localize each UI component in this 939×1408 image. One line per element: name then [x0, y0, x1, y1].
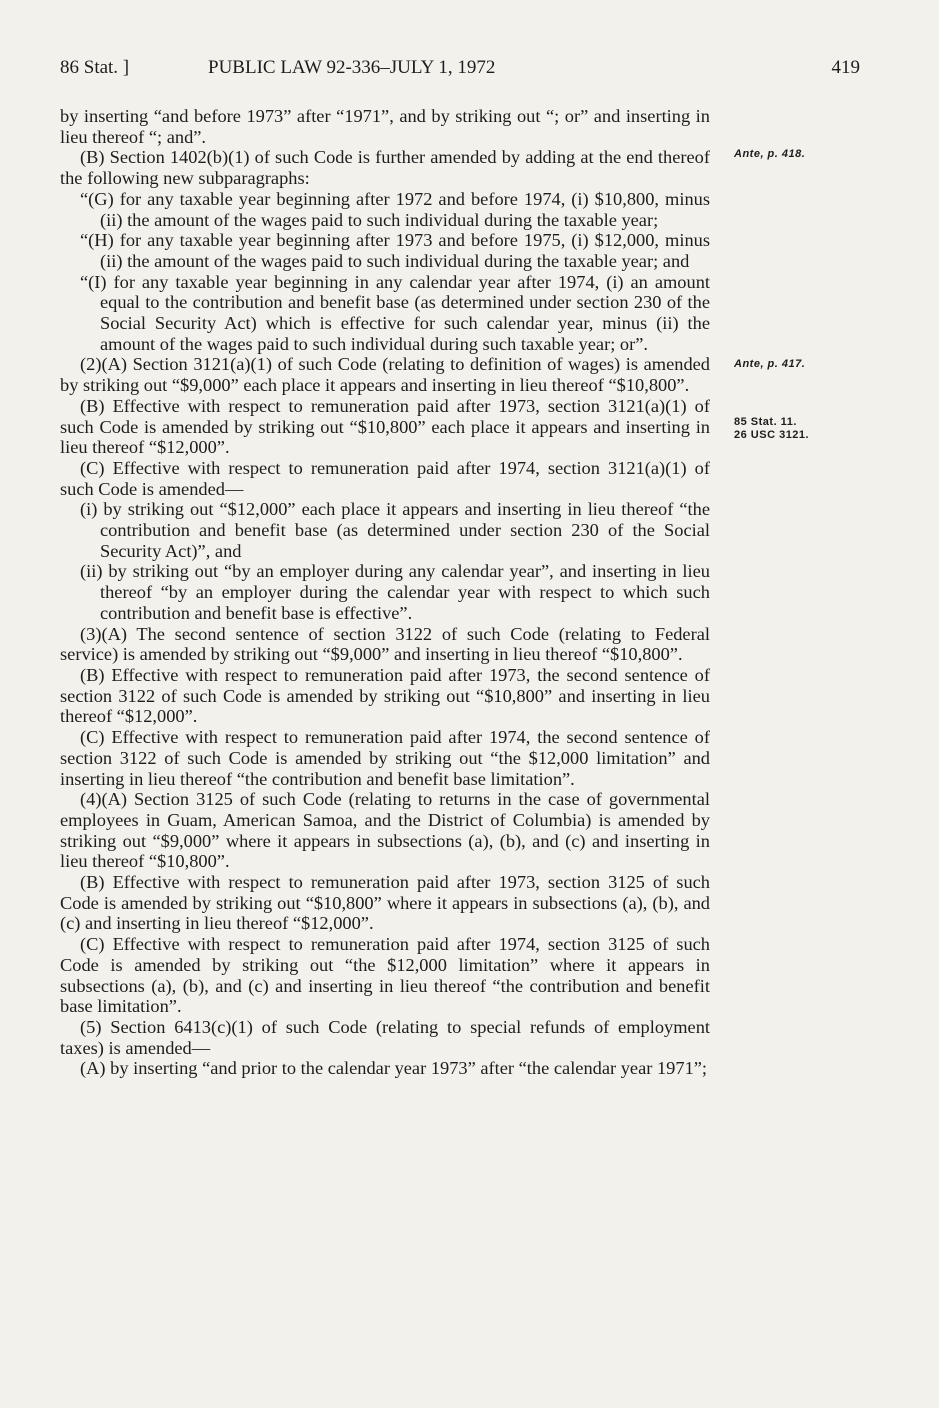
- statute-paragraph: (i) by striking out “$12,000” each place it appears and inserting in lieu thereof “the contribution and benefit base (as determined under section 230 of the Social Security Act)”, and: [80, 499, 710, 561]
- statute-paragraph: (5) Section 6413(c)(1) of such Code (relating to special refunds of employment taxes) is amended—: [60, 1016, 710, 1058]
- usc-citation-line: 26 USC 3121.: [734, 429, 810, 441]
- statute-paragraph: “(H) for any taxable year beginning after 1973 and before 1975, (i) $12,000, minus (ii) the amount of the wages paid to such individual during the taxable year; and: [80, 230, 710, 271]
- margin-note-stat-citation: [734, 416, 809, 442]
- statute-body: [60, 106, 710, 1079]
- statute-paragraph: (3)(A) The second sentence of section 3122 of such Code (relating to Federal service) is amended by striking out “$9,000” and inserting in lieu thereof “$10,800”.: [60, 623, 710, 665]
- margin-note-ante-417: Ante, p. 417.: [734, 358, 806, 370]
- statute-paragraph: (B) Section 1402(b)(1) of such Code is further amended by adding at the end thereof the following new subparagraphs:: [60, 147, 710, 189]
- page-header: [60, 57, 860, 83]
- stat-citation-line: 85 Stat. 11.: [734, 416, 797, 428]
- statute-paragraph: (C) Effective with respect to remuneration paid after 1974, the second sentence of section 3122 of such Code is amended by striking out “the $12,000 limitation” and inserting in lieu thereof “the contribution and benefit base limitation”.: [60, 727, 710, 789]
- statute-paragraph: (B) Effective with respect to remuneration paid after 1973, section 3121(a)(1) of such Code is amended by striking out “$10,800” each place it appears and inserting in lieu thereof “$12,000”.: [60, 395, 710, 458]
- page-number: 419: [831, 57, 860, 78]
- running-head: PUBLIC LAW 92-336–JULY 1, 1972: [208, 57, 496, 78]
- statute-paragraph: (B) Effective with respect to remuneration paid after 1973, the second sentence of section 3122 of such Code is amended by striking out “$10,800” and inserting in lieu thereof “$12,000”.: [60, 664, 710, 727]
- statute-paragraph: (A) by inserting “and prior to the calendar year 1973” after “the calendar year 1971”;: [80, 1058, 708, 1079]
- statute-paragraph: (C) Effective with respect to remuneration paid after 1974, section 3121(a)(1) of such Code is amended—: [60, 457, 710, 499]
- margin-note-ante-418: Ante, p. 418.: [734, 148, 806, 160]
- statute-paragraph: (ii) by striking out “by an employer during any calendar year”, and inserting in lieu thereof “by an employer during the calendar year with respect to which such contribution and benefit base is effective”.: [80, 561, 710, 623]
- statute-paragraph: by inserting “and before 1973” after “1971”, and by striking out “; or” and inserting in lieu thereof “; and”.: [60, 106, 710, 147]
- volume-reference: 86 Stat. ]: [60, 57, 130, 78]
- statute-paragraph: “(G) for any taxable year beginning after 1972 and before 1974, (i) $10,800, minus (ii) the amount of the wages paid to such individual during the taxable year;: [80, 188, 710, 230]
- statute-paragraph: “(I) for any taxable year beginning in any calendar year after 1974, (i) an amount equal to the contribution and benefit base (as determined under section 230 of the Social Security Act) which is effective for such calendar year, minus (ii) the amount of the wages paid to such individual during such taxable year; or”.: [80, 271, 710, 354]
- statute-paragraph: (4)(A) Section 3125 of such Code (relating to returns in the case of governmental employees in Guam, American Samoa, and the District of Columbia) is amended by striking out “$9,000” where it appears in subsections (a), (b), and (c) and inserting in lieu thereof “$10,800”.: [60, 789, 710, 872]
- statute-paragraph: (B) Effective with respect to remuneration paid after 1973, section 3125 of such Code is amended by striking out “$10,800” where it appears in subsections (a), (b), and (c) and inserting in lieu thereof “$12,000”.: [60, 872, 710, 934]
- statute-paragraph: (C) Effective with respect to remuneration paid after 1974, section 3125 of such Code is amended by striking out “the $12,000 limitation” where it appears in subsections (a), (b), and (c) and inserting in lieu thereof “the contribution and benefit base limitation”.: [60, 934, 710, 1017]
- statute-paragraph: (2)(A) Section 3121(a)(1) of such Code (relating to definition of wages) is amended by striking out “$9,000” each place it appears and inserting in lieu thereof “$10,800”.: [60, 354, 710, 396]
